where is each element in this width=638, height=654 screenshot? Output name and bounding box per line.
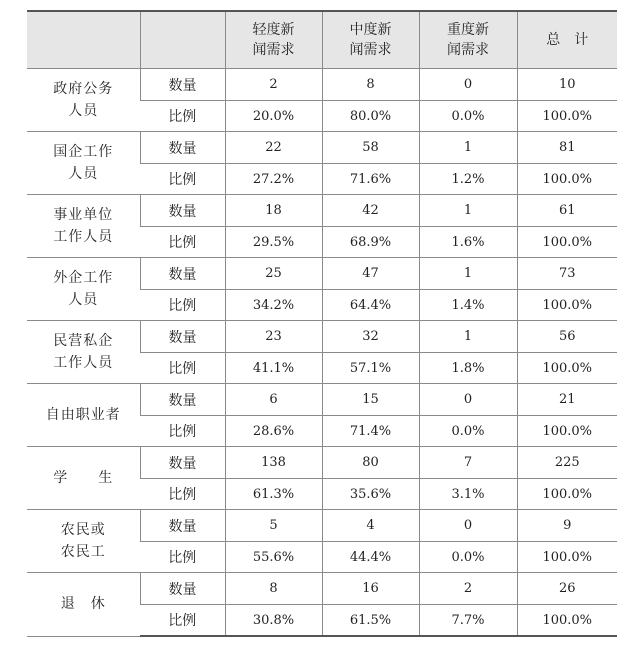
ratio-cell-heavy: 0.0% — [419, 101, 517, 132]
ratio-cell-heavy: 0.0% — [419, 542, 517, 573]
ratio-cell-total: 100.0% — [517, 101, 617, 132]
metric-label-count: 数量 — [140, 69, 225, 101]
ratio-cell-heavy: 1.6% — [419, 227, 517, 258]
metric-label-count: 数量 — [140, 384, 225, 416]
table-row — [27, 69, 617, 101]
count-cell-light: 8 — [225, 573, 322, 605]
metric-label-ratio: 比例 — [140, 353, 225, 384]
ratio-cell-medium: 57.1% — [322, 353, 419, 384]
metric-label-ratio: 比例 — [140, 605, 225, 637]
ratio-cell-heavy: 7.7% — [419, 605, 517, 637]
count-cell-light: 138 — [225, 447, 322, 479]
count-cell-medium: 47 — [322, 258, 419, 290]
metric-label-ratio: 比例 — [140, 290, 225, 321]
count-cell-total: 26 — [517, 573, 617, 605]
ratio-cell-medium: 71.6% — [322, 164, 419, 195]
count-cell-heavy: 1 — [419, 321, 517, 353]
ratio-cell-total: 100.0% — [517, 290, 617, 321]
metric-label-count: 数量 — [140, 321, 225, 353]
demand-table — [27, 10, 617, 637]
ratio-cell-medium: 61.5% — [322, 605, 419, 637]
count-cell-heavy: 0 — [419, 384, 517, 416]
count-cell-heavy: 0 — [419, 510, 517, 542]
count-cell-heavy: 1 — [419, 132, 517, 164]
ratio-cell-light: 34.2% — [225, 290, 322, 321]
ratio-cell-heavy: 1.2% — [419, 164, 517, 195]
count-cell-medium: 4 — [322, 510, 419, 542]
ratio-cell-light: 61.3% — [225, 479, 322, 510]
metric-label-count: 数量 — [140, 573, 225, 605]
ratio-cell-total: 100.0% — [517, 605, 617, 637]
ratio-cell-heavy: 0.0% — [419, 416, 517, 447]
metric-label-ratio: 比例 — [140, 164, 225, 195]
metric-label-ratio: 比例 — [140, 479, 225, 510]
ratio-cell-heavy: 1.4% — [419, 290, 517, 321]
count-cell-medium: 15 — [322, 384, 419, 416]
count-cell-light: 23 — [225, 321, 322, 353]
group-label: 国企工作 人员 — [27, 132, 140, 195]
group-label: 退 休 — [27, 573, 140, 637]
count-cell-medium: 16 — [322, 573, 419, 605]
ratio-cell-light: 20.0% — [225, 101, 322, 132]
ratio-cell-total: 100.0% — [517, 164, 617, 195]
table-row — [27, 195, 617, 227]
metric-label-ratio: 比例 — [140, 227, 225, 258]
table-row — [27, 447, 617, 479]
count-cell-light: 5 — [225, 510, 322, 542]
count-cell-heavy: 7 — [419, 447, 517, 479]
count-cell-medium: 80 — [322, 447, 419, 479]
ratio-cell-medium: 64.4% — [322, 290, 419, 321]
group-label: 事业单位 工作人员 — [27, 195, 140, 258]
count-cell-light: 18 — [225, 195, 322, 227]
count-cell-medium: 42 — [322, 195, 419, 227]
metric-label-ratio: 比例 — [140, 101, 225, 132]
count-cell-medium: 58 — [322, 132, 419, 164]
ratio-cell-medium: 68.9% — [322, 227, 419, 258]
metric-label-ratio: 比例 — [140, 542, 225, 573]
count-cell-light: 25 — [225, 258, 322, 290]
table-row — [27, 321, 617, 353]
count-cell-total: 225 — [517, 447, 617, 479]
ratio-cell-total: 100.0% — [517, 353, 617, 384]
table-row — [27, 258, 617, 290]
ratio-cell-total: 100.0% — [517, 416, 617, 447]
ratio-cell-light: 28.6% — [225, 416, 322, 447]
header-corner — [27, 11, 140, 69]
ratio-cell-light: 27.2% — [225, 164, 322, 195]
count-cell-total: 9 — [517, 510, 617, 542]
ratio-cell-heavy: 1.8% — [419, 353, 517, 384]
count-cell-heavy: 1 — [419, 258, 517, 290]
ratio-cell-total: 100.0% — [517, 542, 617, 573]
metric-label-count: 数量 — [140, 195, 225, 227]
count-cell-total: 56 — [517, 321, 617, 353]
header-metric — [140, 11, 225, 69]
count-cell-total: 81 — [517, 132, 617, 164]
group-label: 外企工作 人员 — [27, 258, 140, 321]
header-heavy-demand: 重度新 闻需求 — [419, 11, 517, 69]
count-cell-medium: 8 — [322, 69, 419, 101]
group-label: 自由职业者 — [27, 384, 140, 447]
ratio-cell-heavy: 3.1% — [419, 479, 517, 510]
group-label: 政府公务 人员 — [27, 69, 140, 132]
header-row — [27, 11, 617, 69]
ratio-cell-medium: 80.0% — [322, 101, 419, 132]
count-cell-heavy: 2 — [419, 573, 517, 605]
metric-label-count: 数量 — [140, 447, 225, 479]
count-cell-light: 22 — [225, 132, 322, 164]
header-light-demand: 轻度新 闻需求 — [225, 11, 322, 69]
count-cell-medium: 32 — [322, 321, 419, 353]
ratio-cell-medium: 71.4% — [322, 416, 419, 447]
table-row — [27, 510, 617, 542]
count-cell-light: 2 — [225, 69, 322, 101]
ratio-cell-light: 30.8% — [225, 605, 322, 637]
ratio-cell-total: 100.0% — [517, 227, 617, 258]
metric-label-count: 数量 — [140, 510, 225, 542]
group-label: 民营私企 工作人员 — [27, 321, 140, 384]
ratio-cell-light: 55.6% — [225, 542, 322, 573]
ratio-cell-medium: 35.6% — [322, 479, 419, 510]
metric-label-count: 数量 — [140, 258, 225, 290]
ratio-cell-total: 100.0% — [517, 479, 617, 510]
count-cell-total: 21 — [517, 384, 617, 416]
metric-label-ratio: 比例 — [140, 416, 225, 447]
group-label: 农民或 农民工 — [27, 510, 140, 573]
count-cell-light: 6 — [225, 384, 322, 416]
count-cell-total: 10 — [517, 69, 617, 101]
table-row — [27, 132, 617, 164]
table-row — [27, 384, 617, 416]
count-cell-heavy: 1 — [419, 195, 517, 227]
count-cell-total: 73 — [517, 258, 617, 290]
ratio-cell-light: 29.5% — [225, 227, 322, 258]
header-medium-demand: 中度新 闻需求 — [322, 11, 419, 69]
ratio-cell-light: 41.1% — [225, 353, 322, 384]
ratio-cell-medium: 44.4% — [322, 542, 419, 573]
count-cell-heavy: 0 — [419, 69, 517, 101]
metric-label-count: 数量 — [140, 132, 225, 164]
header-total: 总 计 — [517, 11, 617, 69]
group-label: 学 生 — [27, 447, 140, 510]
table-header — [27, 11, 617, 69]
table-body — [27, 69, 617, 637]
count-cell-total: 61 — [517, 195, 617, 227]
table-row — [27, 573, 617, 605]
